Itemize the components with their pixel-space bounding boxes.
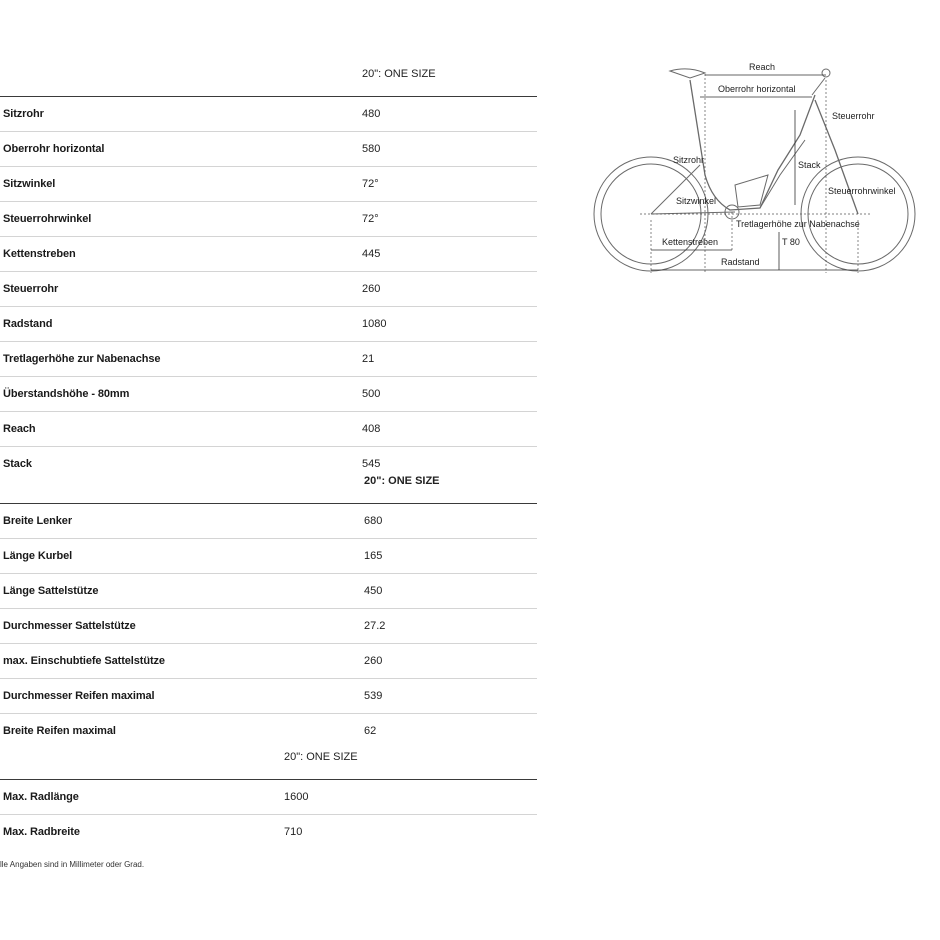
dimensions-table [0,743,537,849]
size-column-header: 20": ONE SIZE [364,475,440,487]
label-reach: Reach [749,62,776,72]
row-value: 539 [364,690,383,702]
row-label: Oberrohr horizontal [3,143,105,155]
bike-geometry-diagram [585,55,925,285]
row-label: max. Einschubtiefe Sattelstütze [3,655,165,667]
row-value: 680 [364,515,383,527]
row-value: 72° [362,178,379,190]
table-row [0,644,537,679]
row-value: 21 [362,353,375,365]
label-stack: Stack [798,160,821,170]
row-label: Max. Radlänge [3,791,79,803]
size-column-header: 20": ONE SIZE [362,68,436,80]
row-label: Stack [3,458,32,470]
row-value: 500 [362,388,381,400]
row-label: Breite Reifen maximal [3,725,116,737]
table-row [0,97,537,132]
table-header [0,467,537,503]
row-value: 260 [364,655,383,667]
table-row [0,202,537,237]
row-label: Kettenstreben [3,248,76,260]
components-table [0,467,537,748]
table-row [0,780,537,815]
table-row [0,237,537,272]
table-row [0,574,537,609]
frame [690,80,815,210]
handlebar-grip [822,69,830,77]
table-row [0,679,537,714]
label-sitzwinkel: Sitzwinkel [676,196,717,206]
table-row [0,377,537,412]
row-value: 445 [362,248,381,260]
row-value: 165 [364,550,383,562]
row-label: Durchmesser Sattelstütze [3,620,136,632]
table-row [0,815,537,849]
row-label: Max. Radbreite [3,826,80,838]
size-column-header: 20": ONE SIZE [284,751,358,763]
row-value: 480 [362,108,381,120]
row-label: Sitzrohr [3,108,44,120]
label-sitzrohr: Sitzrohr [673,155,705,165]
row-value: 408 [362,423,381,435]
row-value: 1600 [284,791,309,803]
down-tube [760,140,805,208]
footnote: lle Angaben sind in Millimeter oder Grad. [0,860,145,869]
label-t80: T 80 [782,237,800,247]
table-row [0,167,537,202]
row-value: 1080 [362,318,387,330]
row-label: Tretlagerhöhe zur Nabenachse [3,353,161,365]
row-value: 710 [284,826,303,838]
table-row [0,412,537,447]
row-label: Länge Sattelstütze [3,585,99,597]
row-label: Steuerrohrwinkel [3,213,92,225]
table-row [0,132,537,167]
row-label: Steuerrohr [3,283,59,295]
row-value: 62 [364,725,377,737]
table-row [0,609,537,644]
row-label: Durchmesser Reifen maximal [3,690,155,702]
row-value: 27.2 [364,620,386,632]
table-header [0,743,537,779]
row-label: Radstand [3,318,53,330]
row-value: 450 [364,585,383,597]
geometry-table [0,60,537,481]
table-row [0,342,537,377]
row-label: Länge Kurbel [3,550,73,562]
label-tretlager: Tretlagerhöhe zur Nabenachse [736,219,860,229]
label-radstand: Radstand [721,257,760,267]
table-row [0,307,537,342]
table-row [0,539,537,574]
table-row [0,504,537,539]
table-row [0,272,537,307]
row-label: Reach [3,423,36,435]
row-label: Sitzwinkel [3,178,56,190]
row-value: 260 [362,283,381,295]
label-kettenstreben: Kettenstreben [662,237,719,247]
row-label: Überstandshöhe - 80mm [3,388,130,400]
label-oberrohr: Oberrohr horizontal [718,84,796,94]
row-label: Breite Lenker [3,515,73,527]
seatstay [651,165,700,214]
label-steuerrohrwinkel: Steuerrohrwinkel [828,186,896,196]
row-value: 72° [362,213,379,225]
stem [812,78,825,95]
table-header [0,60,537,96]
saddle [670,69,705,78]
row-value: 580 [362,143,381,155]
label-steuerrohr: Steuerrohr [832,111,875,121]
row-value: 545 [362,458,381,470]
